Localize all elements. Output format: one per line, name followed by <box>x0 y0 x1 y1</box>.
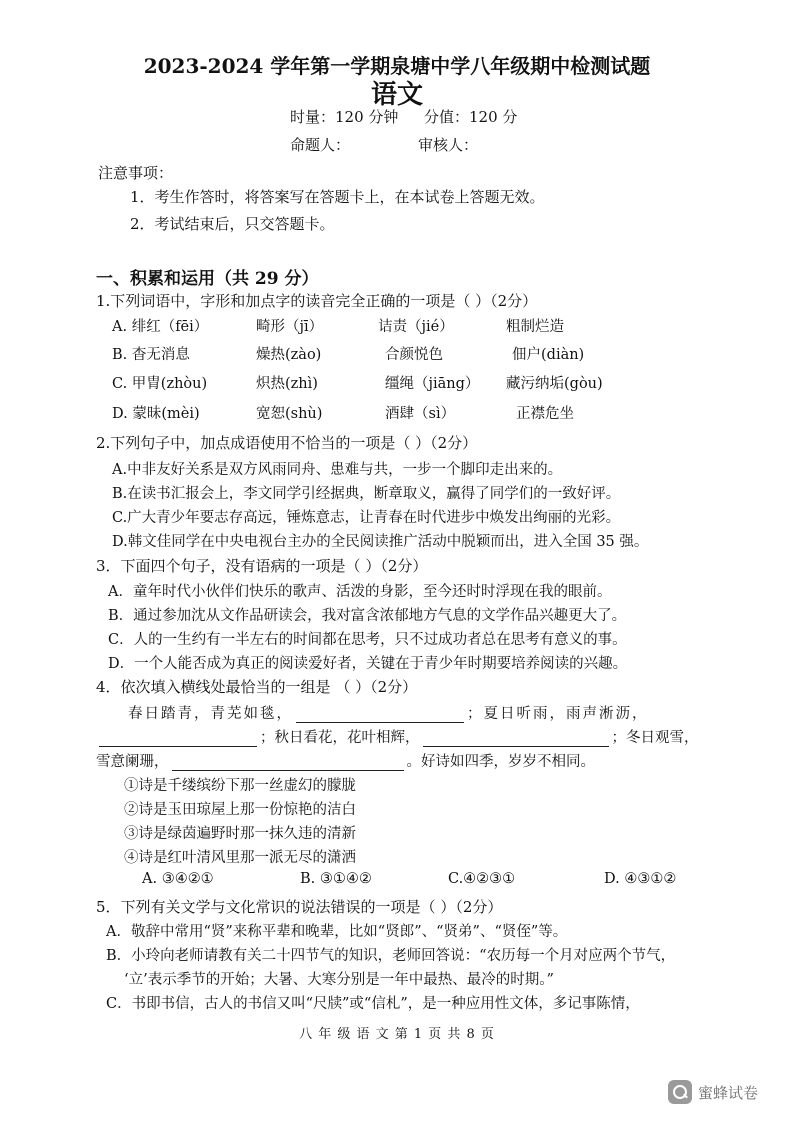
q1-option: B. 杳无消息 <box>112 347 190 363</box>
notice-item: 1．考生作答时，将答案写在答题卡上，在本试卷上答题无效。 <box>130 188 545 206</box>
q1-option: 畸形（jī） <box>256 319 324 335</box>
fill-blank-1[interactable] <box>296 708 464 723</box>
watermark-brand: 蜜蜂试卷 <box>698 1083 759 1102</box>
q4-text-segment: 雪意阑珊， <box>96 754 169 770</box>
q4-answer: A. ③④②① <box>142 871 214 887</box>
score-label: 分值：120 分 <box>424 108 518 126</box>
q4-choice: ③诗是绿茵遍野时那一抹久违的清新 <box>124 826 356 842</box>
q1-option: 炽热(zhì) <box>256 376 318 392</box>
question-3-stem: 3．下面四个句子，没有语病的一项是（ ）（2分） <box>96 557 428 575</box>
q4-paragraph-line <box>96 750 595 771</box>
q5-option: C．书即书信，古人的书信又叫“尺牍”或“信札”，是一种应用性文体，多记事陈情， <box>106 996 640 1012</box>
q1-option: C. 甲胄(zhòu) <box>112 376 208 392</box>
q4-text-segment: ；夏日听雨，雨声淅沥， <box>467 706 649 722</box>
fill-blank-3[interactable] <box>423 732 609 747</box>
q3-option: C．人的一生约有一半左右的时间都在思考，只不过成功者总在思考有意义的事。 <box>108 632 627 648</box>
q2-option: D.韩文佳同学在中央电视台主办的全民阅读推广活动中脱颖而出，进入全国 35 强。 <box>112 534 649 550</box>
question-4-stem: 4．依次填入横线处最恰当的一组是 （ ）（2分） <box>96 678 418 696</box>
q4-choice: ④诗是红叶清风里那一派无尽的潇洒 <box>124 850 356 866</box>
q3-option: A．童年时代小伙伴们快乐的歌声、活泼的身影，至今还时时浮现在我的眼前。 <box>108 584 612 600</box>
q2-option: A.中非友好关系是双方风雨同舟、患难与共，一步一个脚印走出来的。 <box>112 462 563 478</box>
notice-item: 2．考试结束后，只交答题卡。 <box>130 215 335 233</box>
q1-option: 诘责（jié） <box>378 319 454 335</box>
q1-option: A. 绯红（fēi） <box>112 319 209 335</box>
q5-option: B．小玲向老师请教有关二十四节气的知识，老师回答说：“农历每一个月对应两个节气， <box>106 948 676 964</box>
reviewer-label: 审核人： <box>418 136 479 154</box>
q1-option: 粗制烂造 <box>506 319 564 335</box>
subject-title: 语文 <box>370 80 423 110</box>
q4-answer: C.④②③① <box>448 871 516 887</box>
q4-text-segment: ；秋日看花，花叶相辉， <box>260 730 420 746</box>
time-label: 时量：120 分钟 <box>290 108 399 126</box>
question-1-stem: 1.下列词语中，字形和加点字的读音完全正确的一项是（ ）（2分） <box>96 292 538 310</box>
magnifier-logo-icon <box>668 1080 692 1104</box>
q4-choice: ①诗是千缕缤纷下那一丝虚幻的朦胧 <box>124 778 356 794</box>
q3-option: B．通过参加沈从文作品研读会，我对富含浓郁地方气息的文学作品兴趣更大了。 <box>108 608 627 624</box>
q5-option-continued: ‘立’表示季节的开始；大暑、大寒分别是一年中最热、最冷的时期。” <box>124 972 554 988</box>
q4-answer: D. ④③①② <box>604 871 677 887</box>
q5-option: A．敬辞中常用“贤”来称平辈和晚辈，比如“贤郎”、“贤弟”、“贤侄”等。 <box>106 924 568 940</box>
author-label: 命题人： <box>290 136 351 154</box>
q1-option: 正襟危坐 <box>516 406 574 422</box>
page-footer: 八 年 级 语 文 第 1 页 共 8 页 <box>299 1027 495 1042</box>
q4-paragraph-line <box>96 726 699 747</box>
q1-option: D. 蒙昧(mèi) <box>112 406 200 422</box>
q1-option: 合颜悦色 <box>385 347 443 363</box>
section-heading: 一、积累和运用（共 29 分） <box>96 269 319 289</box>
q3-option: D．一个人能否成为真正的阅读爱好者，关键在于青少年时期要培养阅读的兴趣。 <box>108 656 628 672</box>
fill-blank-4[interactable] <box>172 756 404 771</box>
q4-text-segment: 春日踏青，青芜如毯， <box>128 706 293 722</box>
exam-title: 2023-2024 学年第一学期泉塘中学八年级期中检测试题 <box>143 54 651 78</box>
q4-answer: B. ③①④② <box>300 871 372 887</box>
q1-option: 佃户(diàn) <box>512 347 585 363</box>
q1-option: 酒肆（sì） <box>385 406 456 422</box>
q1-option: 藏污纳垢(gòu) <box>506 376 603 392</box>
q4-choice: ②诗是玉田琼屋上那一份惊艳的洁白 <box>124 802 356 818</box>
fill-blank-2[interactable] <box>99 732 257 747</box>
q1-option: 宽恕(shù) <box>256 406 323 422</box>
q4-text-segment: 。好诗如四季，岁岁不相同。 <box>406 754 595 770</box>
q4-paragraph-line <box>128 702 649 723</box>
q1-option: 燥热(zào) <box>256 347 322 363</box>
q4-text-segment: ；冬日观雪， <box>611 730 699 746</box>
question-2-stem: 2.下列句子中，加点成语使用不恰当的一项是（ ）（2分） <box>96 434 478 452</box>
q2-option: C.广大青少年要志存高远，锤炼意志，让青春在时代进步中焕发出绚丽的光彩。 <box>112 510 621 526</box>
question-5-stem: 5．下列有关文学与文化常识的说法错误的一项是（ ）（2分） <box>96 898 503 916</box>
q2-option: B.在读书汇报会上，李文同学引经据典，断章取义，赢得了同学们的一致好评。 <box>112 486 621 502</box>
watermark-logo <box>668 1080 758 1104</box>
notice-heading: 注意事项： <box>98 164 174 182</box>
q1-option: 缰绳（jiāng） <box>385 376 480 392</box>
